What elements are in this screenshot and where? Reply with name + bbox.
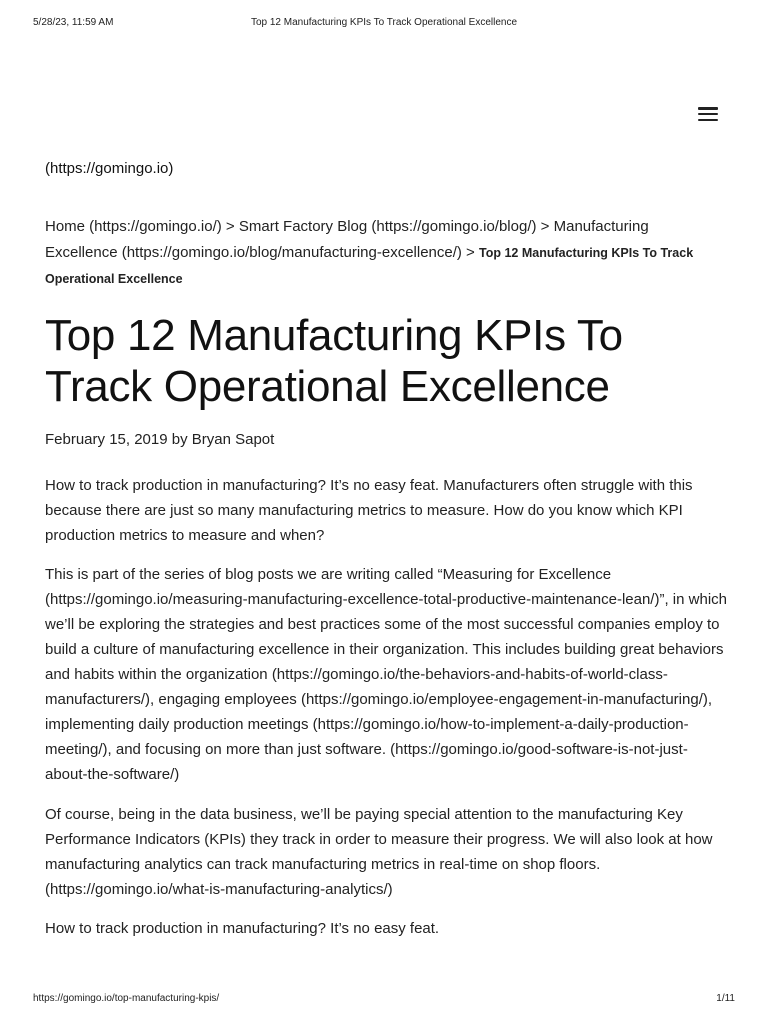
article-paragraph: Of course, being in the data business, we’ll be paying special attention to the manufacturing Key Performance Indicators (KPIs) they track in order to measure their progress. We will also look at how manufacturing analytics can track manufacturing metrics in real-time on shop floors. (https://gomingo.io/what-is-manufacturing-analytics/) xyxy=(45,806,713,898)
breadcrumb-home[interactable]: Home (https://gomingo.io/) xyxy=(45,218,222,235)
breadcrumb-separator: > xyxy=(221,218,239,235)
breadcrumb xyxy=(45,214,715,292)
article-meta: February 15, 2019 by Bryan Sapot xyxy=(45,431,275,448)
site-home-link[interactable]: (https://gomingo.io) xyxy=(45,160,174,177)
breadcrumb-current: Top 12 Manufacturing KPIs To Track Operational Excellence xyxy=(45,246,694,286)
breadcrumb-category[interactable]: Manufacturing Excellence (https://gomingo.io/blog/manufacturing-excellence/) xyxy=(45,218,649,261)
breadcrumb-blog[interactable]: Smart Factory Blog (https://gomingo.io/blog/) xyxy=(238,218,537,235)
print-datetime: 5/28/23, 11:59 AM xyxy=(33,17,114,28)
page-number: 1/11 xyxy=(716,993,735,1004)
page-title: Top 12 Manufacturing KPIs To Track Operational Excellence xyxy=(45,311,623,411)
print-title: Top 12 Manufacturing KPIs To Track Operational Excellence xyxy=(250,17,518,28)
article-body xyxy=(45,473,730,955)
print-footer xyxy=(0,993,768,1007)
breadcrumb-separator: > xyxy=(536,218,554,235)
article-paragraph: This is part of the series of blog posts we are writing called “Measuring for Excellence (https://gomingo.io/measuring-manufacturing-excellence-total-productive-maintenance-lean/)”, in which we’ll be exploring the strategies and best practices some of the most successful companies employ to build a culture of manufacturing excellence in their organization. This includes building great behaviors and habits within the organization (https://gomingo.io/the-behaviors-and-habits-of-world-class-manufacturers/), engaging employees (https://gomingo.io/employee-engagement-in-manufacturing/), implementing daily production meetings (https://gomingo.io/how-to-implement-a-daily-production-meeting/), and focusing on more than just software. (https://gomingo.io/good-software-is-not-just-about-the-software/) xyxy=(45,566,727,783)
article-paragraph: How to track production in manufacturing? It’s no easy feat. Manufacturers often struggle with this because there are just so many manufacturing metrics to measure. How do you know which KPI production metrics to measure and when? xyxy=(45,477,693,544)
breadcrumb-separator: > xyxy=(461,244,479,261)
print-header xyxy=(0,17,768,31)
print-url: https://gomingo.io/top-manufacturing-kpis/ xyxy=(33,993,220,1004)
hamburger-menu-icon[interactable] xyxy=(697,105,719,123)
article-paragraph: How to track production in manufacturing? It’s no easy feat. xyxy=(45,920,440,937)
